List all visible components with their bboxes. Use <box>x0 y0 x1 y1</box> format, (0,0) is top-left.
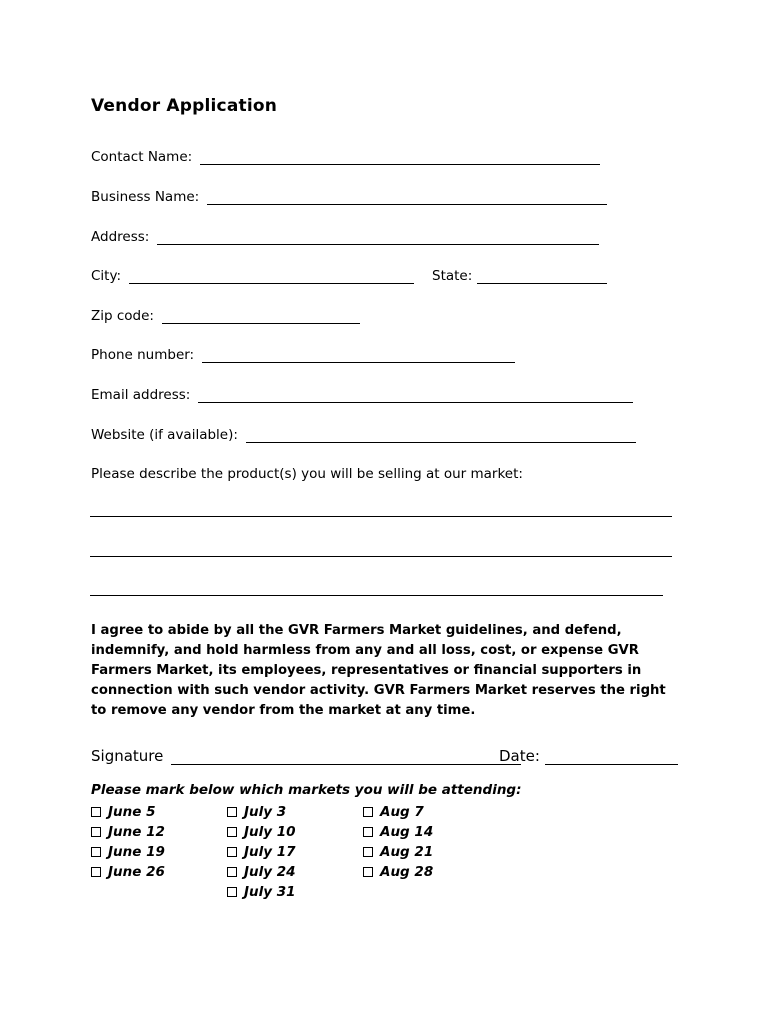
zip-field[interactable] <box>162 308 360 324</box>
state-label: State: <box>432 268 473 284</box>
state-field[interactable] <box>477 268 607 284</box>
city-label: City: <box>91 268 122 284</box>
market-checkbox-aug-28[interactable]: Aug 28 <box>363 862 433 882</box>
date-label: Date: <box>499 747 540 765</box>
market-checkbox-aug-7[interactable]: Aug 7 <box>363 802 424 822</box>
market-checkbox-july-10[interactable]: July 10 <box>227 822 296 842</box>
city-field[interactable] <box>129 268 414 284</box>
business-name-field[interactable] <box>207 189 607 205</box>
checkbox-icon[interactable] <box>91 867 101 877</box>
page-title: Vendor Application <box>91 96 278 116</box>
checkbox-icon[interactable] <box>227 887 237 897</box>
zip-row <box>91 302 360 324</box>
market-checkbox-aug-21[interactable]: Aug 21 <box>363 842 433 862</box>
phone-row <box>91 341 515 363</box>
date-field[interactable] <box>545 748 678 765</box>
checkbox-icon[interactable] <box>91 827 101 837</box>
products-line-3[interactable] <box>90 579 663 596</box>
checkbox-icon[interactable] <box>227 807 237 817</box>
state-row <box>432 262 607 284</box>
checkbox-icon[interactable] <box>363 867 373 877</box>
checkbox-icon[interactable] <box>363 847 373 857</box>
checkbox-icon[interactable] <box>227 827 237 837</box>
market-checkbox-june-26[interactable]: June 26 <box>91 862 165 882</box>
checkbox-icon[interactable] <box>227 867 237 877</box>
products-line-1[interactable] <box>90 500 672 517</box>
website-row <box>91 421 636 443</box>
business-name-label: Business Name: <box>91 189 200 205</box>
agreement-text: I agree to abide by all the GVR Farmers Market guidelines, and defend, indemnify, and hold harmless from any and all loss, cost, or expense GVR Farmers Market, its employees, representatives or financial supporters in connection with such vendor activity. GVR Farmers Market reserves the right to remove any vendor from the market at any time. <box>91 623 666 718</box>
address-label: Address: <box>91 229 150 245</box>
market-checkbox-july-3[interactable]: July 3 <box>227 802 286 822</box>
market-checkbox-june-19[interactable]: June 19 <box>91 842 165 862</box>
date-row <box>499 741 678 765</box>
checkbox-icon[interactable] <box>363 827 373 837</box>
market-checkbox-aug-14[interactable]: Aug 14 <box>363 822 433 842</box>
website-field[interactable] <box>246 427 636 443</box>
checkbox-icon[interactable] <box>91 807 101 817</box>
markets-prompt: Please mark below which markets you will be attending: <box>91 782 522 798</box>
phone-label: Phone number: <box>91 347 195 363</box>
website-label: Website (if available): <box>91 427 238 443</box>
city-row <box>91 262 414 284</box>
market-checkbox-july-17[interactable]: July 17 <box>227 842 296 862</box>
checkbox-icon[interactable] <box>227 847 237 857</box>
market-checkbox-june-12[interactable]: June 12 <box>91 822 165 842</box>
phone-field[interactable] <box>202 347 515 363</box>
zip-label: Zip code: <box>91 308 154 324</box>
contact-name-row <box>91 143 600 165</box>
checkbox-icon[interactable] <box>363 807 373 817</box>
market-checkbox-july-24[interactable]: July 24 <box>227 862 296 882</box>
checkbox-icon[interactable] <box>91 847 101 857</box>
products-line-2[interactable] <box>90 540 672 557</box>
signature-field[interactable] <box>171 748 521 765</box>
signature-label: Signature <box>91 747 164 765</box>
email-field[interactable] <box>198 387 633 403</box>
market-checkbox-june-5[interactable]: June 5 <box>91 802 156 822</box>
email-label: Email address: <box>91 387 191 403</box>
address-row <box>91 223 599 245</box>
signature-row <box>91 741 521 765</box>
email-row <box>91 381 633 403</box>
address-field[interactable] <box>157 229 599 245</box>
business-name-row <box>91 183 607 205</box>
contact-name-label: Contact Name: <box>91 149 193 165</box>
market-checkbox-july-31[interactable]: July 31 <box>227 882 296 902</box>
products-prompt-row <box>91 460 523 482</box>
contact-name-field[interactable] <box>200 149 600 165</box>
products-prompt: Please describe the product(s) you will be selling at our market: <box>91 466 523 482</box>
